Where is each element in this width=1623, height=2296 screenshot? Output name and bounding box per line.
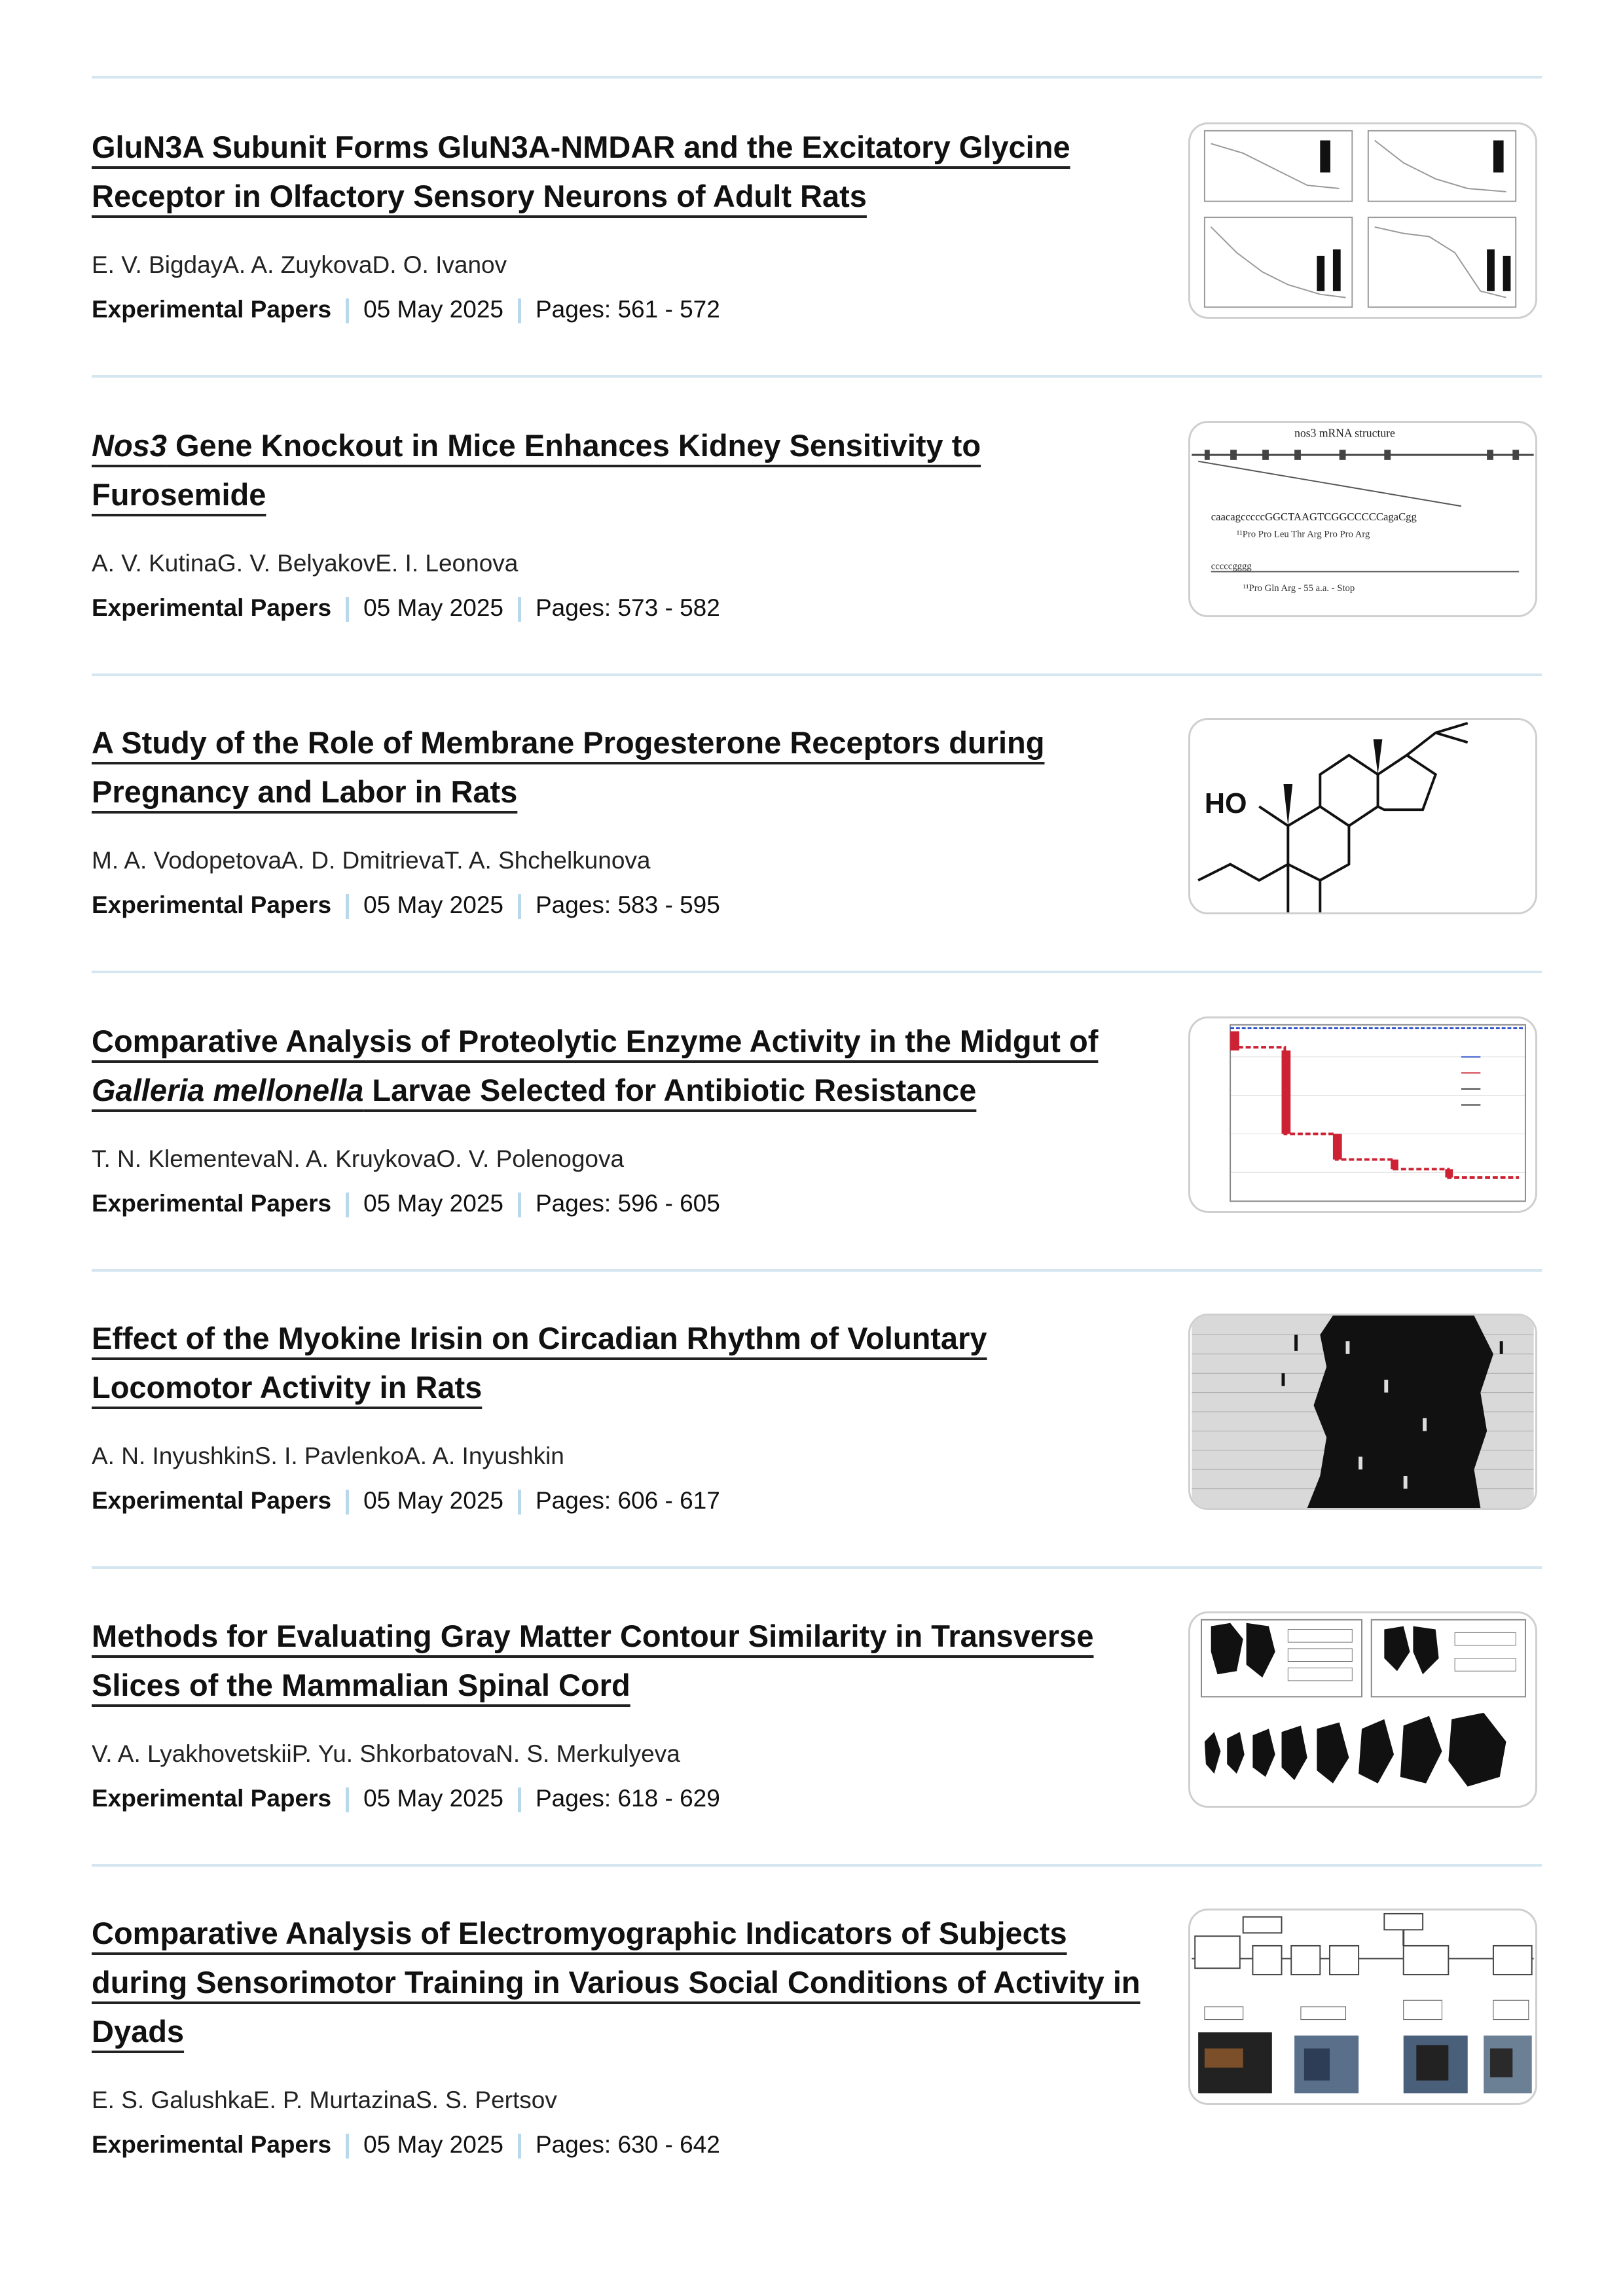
article-date: 05 May 2025 — [363, 1785, 503, 1812]
article-section[interactable]: Experimental Papers — [92, 1487, 332, 1514]
article-thumbnail[interactable] — [1188, 718, 1537, 914]
article-divider — [92, 971, 1542, 973]
article-authors: M. A. VodopetovaA. D. DmitrievaT. A. Shchelkunova — [92, 847, 651, 874]
article-authors: E. V. BigdayA. A. ZuykovaD. O. Ivanov — [92, 251, 507, 278]
article-meta — [92, 296, 720, 323]
meta-separator — [518, 2134, 521, 2159]
article-section[interactable]: Experimental Papers — [92, 2131, 332, 2158]
article-date: 05 May 2025 — [363, 1190, 503, 1217]
article-meta — [92, 1190, 720, 1217]
article-title — [92, 1314, 1152, 1412]
actogram-figure — [1190, 1316, 1535, 1508]
experiment-flowchart-figure — [1190, 1910, 1535, 2103]
article-authors: A. N. InyushkinS. I. PavlenkoA. A. Inyushkin — [92, 1443, 564, 1469]
meta-separator — [346, 1193, 349, 1217]
meta-separator — [346, 2134, 349, 2159]
article-authors: V. A. LyakhovetskiiP. Yu. ShkorbatovaN. S. Merkulyeva — [92, 1740, 680, 1767]
svg-text:¹¹Pro Gln Arg - 55 a.a. - Stop: ¹¹Pro Gln Arg - 55 a.a. - Stop — [1243, 583, 1355, 594]
svg-text:caacagcccccGGCTAAGTCGGCCCCCaga: caacagcccccGGCTAAGTCGGCCCCCagaCgg — [1211, 510, 1417, 523]
article-title-link[interactable]: Comparative Analysis of Proteolytic Enzyme Activity in the Midgut of Galleria mellonella Larvae Selected for Antibiotic Resistance — [92, 1024, 1099, 1107]
article-section[interactable]: Experimental Papers — [92, 296, 332, 323]
meta-separator — [518, 894, 521, 919]
article-title — [92, 421, 1152, 519]
spinal-cord-contours-figure — [1190, 1613, 1535, 1806]
article-meta — [92, 594, 720, 622]
article-pages: Pages: 561 - 572 — [536, 296, 720, 323]
article-pages: Pages: 596 - 605 — [536, 1190, 720, 1217]
article-thumbnail[interactable] — [1188, 1314, 1537, 1510]
article-pages: Pages: 573 - 582 — [536, 594, 720, 621]
meta-separator — [518, 298, 521, 323]
article-divider — [92, 375, 1542, 378]
article-title-link[interactable]: Methods for Evaluating Gray Matter Contour Similarity in Transverse Slices of the Mammalian Spinal Cord — [92, 1619, 1094, 1702]
article-pages: Pages: 630 - 642 — [536, 2131, 720, 2158]
article-authors: A. V. KutinaG. V. BelyakovE. I. Leonova — [92, 550, 519, 577]
article-title — [92, 718, 1152, 816]
meta-separator — [518, 1787, 521, 1812]
survival-curve-figure — [1190, 1018, 1535, 1211]
article-section[interactable]: Experimental Papers — [92, 1190, 332, 1217]
article-date: 05 May 2025 — [363, 1487, 503, 1514]
svg-text:HO: HO — [1204, 788, 1247, 820]
article-thumbnail[interactable] — [1188, 1909, 1537, 2105]
meta-separator — [518, 1193, 521, 1217]
article-date: 05 May 2025 — [363, 2131, 503, 2158]
meta-separator — [346, 1787, 349, 1812]
article-divider — [92, 1269, 1542, 1272]
article-meta — [92, 891, 720, 919]
top-divider — [92, 76, 1542, 79]
article-date: 05 May 2025 — [363, 891, 503, 918]
article-title — [92, 1016, 1152, 1115]
article-authors: E. S. GalushkaE. P. MurtazinaS. S. Pertsov — [92, 2087, 557, 2113]
svg-text:¹¹Pro Pro Leu Thr Arg Pro Pro: ¹¹Pro Pro Leu Thr Arg Pro Pro Arg — [1236, 529, 1370, 540]
article-thumbnail[interactable] — [1188, 421, 1537, 617]
article-meta — [92, 2131, 720, 2159]
article-title-link[interactable]: Nos3 Gene Knockout in Mice Enhances Kidney Sensitivity to Furosemide — [92, 428, 981, 512]
article-meta — [92, 1487, 720, 1515]
article-thumbnail[interactable] — [1188, 1016, 1537, 1213]
svg-text:cccccgggg: cccccgggg — [1211, 561, 1252, 572]
article-pages: Pages: 618 - 629 — [536, 1785, 720, 1812]
article-thumbnail[interactable] — [1188, 122, 1537, 319]
svg-text:nos3 mRNA structure: nos3 mRNA structure — [1294, 426, 1395, 440]
meta-separator — [346, 597, 349, 622]
meta-separator — [346, 894, 349, 919]
article-title-link[interactable]: Comparative Analysis of Electromyographic Indicators of Subjects during Sensorimotor Training in Various Social Conditions of Activity in Dyads — [92, 1916, 1140, 2049]
steroid-structure-figure — [1190, 720, 1535, 912]
article-section[interactable]: Experimental Papers — [92, 594, 332, 621]
article-pages: Pages: 583 - 595 — [536, 891, 720, 918]
meta-separator — [518, 1490, 521, 1515]
article-title-link[interactable]: Effect of the Myokine Irisin on Circadian Rhythm of Voluntary Locomotor Activity in Rats — [92, 1321, 987, 1405]
article-authors: T. N. KlementevaN. A. KruykovaO. V. Polenogova — [92, 1145, 625, 1172]
article-divider — [92, 1864, 1542, 1867]
mrna-structure-figure — [1190, 423, 1535, 615]
article-date: 05 May 2025 — [363, 296, 503, 323]
article-title — [92, 122, 1152, 221]
article-section[interactable]: Experimental Papers — [92, 891, 332, 918]
meta-separator — [518, 597, 521, 622]
article-title-link[interactable]: A Study of the Role of Membrane Progesterone Receptors during Pregnancy and Labor in Rats — [92, 725, 1045, 809]
article-pages: Pages: 606 - 617 — [536, 1487, 720, 1514]
article-title — [92, 1909, 1152, 2056]
article-thumbnail[interactable] — [1188, 1611, 1537, 1808]
meta-separator — [346, 298, 349, 323]
article-title — [92, 1611, 1152, 1710]
meta-separator — [346, 1490, 349, 1515]
article-section[interactable]: Experimental Papers — [92, 1785, 332, 1812]
article-divider — [92, 1566, 1542, 1569]
article-meta — [92, 1785, 720, 1812]
article-date: 05 May 2025 — [363, 594, 503, 621]
line-and-bar-graphs-figure — [1190, 124, 1535, 317]
article-divider — [92, 673, 1542, 676]
article-title-link[interactable]: GluN3A Subunit Forms GluN3A-NMDAR and the Excitatory Glycine Receptor in Olfactory Sensory Neurons of Adult Rats — [92, 130, 1070, 213]
